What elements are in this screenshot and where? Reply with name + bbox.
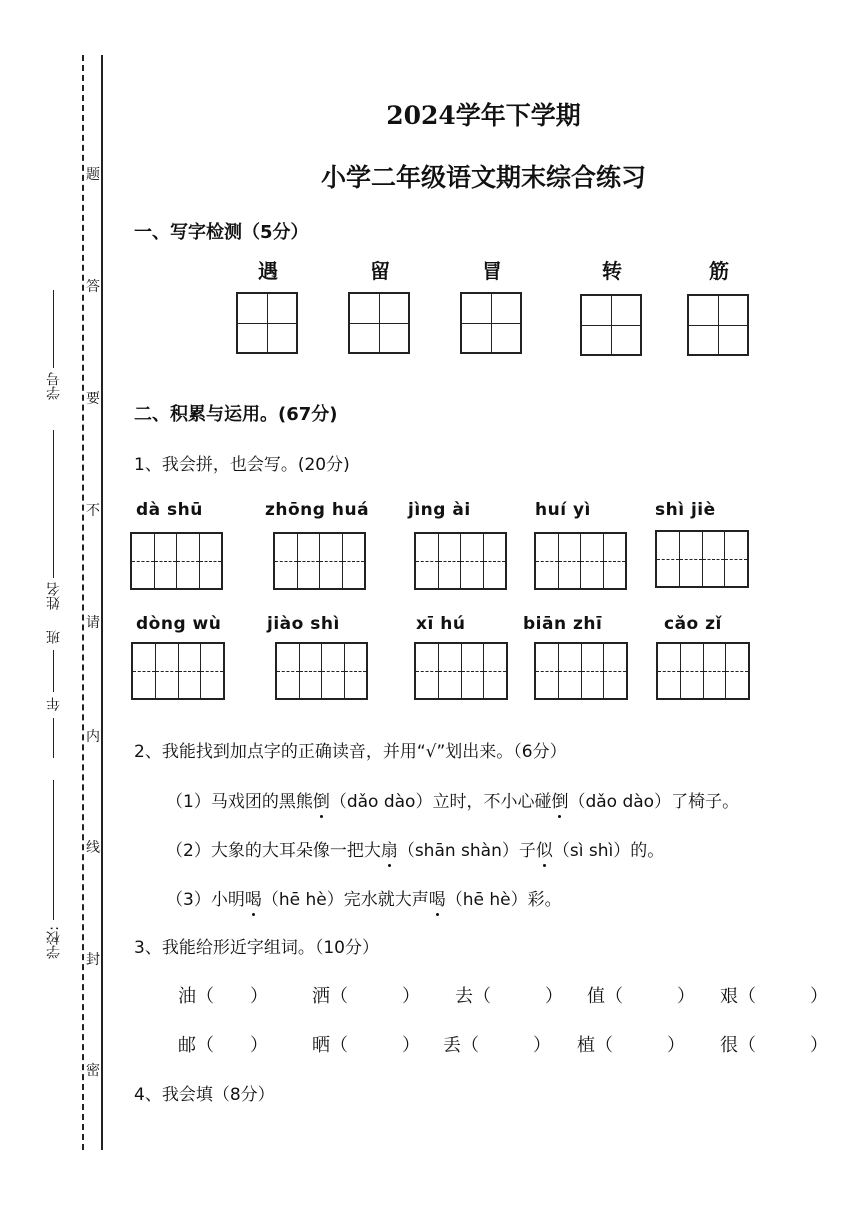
student-no-label: 学号 [46,372,62,400]
question-2-prompt: 2、我能找到加点字的正确读音，并用“√”划出来。（6分） [134,742,567,762]
section-writing-heading: 一、写字检测（5分） [134,222,309,243]
section-accumulation-heading: 二、积累与运用。(67分) [134,404,338,425]
seal-char: 要 [86,391,100,407]
tian-grid-box[interactable] [460,292,522,354]
writing-char: 留 [370,259,390,283]
seal-char: 密 [86,1063,100,1079]
question-2-item-1: （1）马戏团的黑熊倒（dǎo dào）立时，不小心碰倒（dǎo dào）了椅子。 [166,787,739,812]
word-group-blank[interactable]: 邮（ ） [178,1035,268,1056]
pinyin-label: zhōng huá [265,500,370,520]
school-blank[interactable] [53,780,54,920]
writing-char: 遇 [258,259,278,283]
question-4-prompt: 4、我会填（8分） [134,1085,275,1105]
answer-grid[interactable] [275,642,368,700]
pinyin-label: shì jiè [655,500,716,520]
class-blank[interactable] [53,650,54,692]
writing-char: 筋 [709,259,729,283]
seal-char: 线 [86,840,100,856]
word-group-blank[interactable]: 艰（ ） [720,986,828,1007]
question-2-item-2: （2）大象的大耳朵像一把大扇（shān shàn）子似（sì shì）的。 [166,836,664,861]
question-1-prompt: 1、我会拼，也会写。(20分) [134,455,350,475]
pinyin-label: dòng wù [136,614,222,634]
seal-char: 封 [86,952,100,968]
word-group-blank[interactable]: 丢（ ） [443,1035,551,1056]
word-group-blank[interactable]: 洒（ ） [312,986,420,1007]
fold-line-dashed [82,55,84,1150]
dotted-char: 喝 [429,885,446,910]
answer-grid[interactable] [273,532,366,590]
school-label: 学校: [46,926,62,959]
pinyin-label: biān zhī [523,614,603,634]
pinyin-label: xī hú [416,614,466,634]
pinyin-label: jìng ài [408,500,471,520]
pinyin-label: jiào shì [267,614,340,634]
grade-blank[interactable] [53,718,54,758]
name-blank[interactable] [53,430,54,578]
word-group-blank[interactable]: 去（ ） [455,986,563,1007]
dotted-char: 扇 [381,836,398,861]
dotted-char: 喝 [245,885,262,910]
answer-grid[interactable] [131,642,225,700]
dotted-char: 似 [536,836,553,861]
question-2-item-3: （3）小明喝（hē hè）完水就大声喝（hē hè）彩。 [166,885,562,910]
seal-char: 不 [86,503,100,519]
word-group-blank[interactable]: 值（ ） [587,986,695,1007]
student-no-blank[interactable] [53,290,54,368]
writing-char: 冒 [482,259,502,283]
grade-label: 年 [46,697,62,711]
answer-grid[interactable] [534,642,628,700]
answer-grid[interactable] [130,532,223,590]
exam-year-title: 2024学年下学期 [386,101,581,130]
answer-grid[interactable] [414,642,508,700]
pinyin-label: cǎo zǐ [664,614,722,634]
seal-char: 内 [86,729,100,745]
word-group-blank[interactable]: 晒（ ） [312,1035,420,1056]
word-group-blank[interactable]: 很（ ） [720,1035,828,1056]
tian-grid-box[interactable] [580,294,642,356]
answer-grid[interactable] [655,530,749,588]
tian-grid-box[interactable] [348,292,410,354]
answer-grid[interactable] [534,532,627,590]
word-group-blank[interactable]: 植（ ） [577,1035,685,1056]
seal-char: 请 [86,615,100,631]
pinyin-label: dà shū [136,500,203,520]
tian-grid-box[interactable] [236,292,298,354]
word-group-blank[interactable]: 油（ ） [178,986,268,1007]
writing-char: 转 [602,259,622,283]
dotted-char: 倒 [313,787,330,812]
tian-grid-box[interactable] [687,294,749,356]
answer-grid[interactable] [414,532,507,590]
dotted-char: 倒 [551,787,568,812]
seal-char: 答 [86,279,100,295]
pinyin-label: huí yì [535,500,591,520]
seal-char: 题 [86,167,100,183]
class-label: 班 [46,630,62,644]
answer-grid[interactable] [656,642,750,700]
name-label: 姓名 [46,582,62,610]
question-3-prompt: 3、我能给形近字组词。（10分） [134,938,379,958]
exam-subtitle: 小学二年级语文期末综合练习 [320,163,646,192]
fold-line-solid [101,55,103,1150]
